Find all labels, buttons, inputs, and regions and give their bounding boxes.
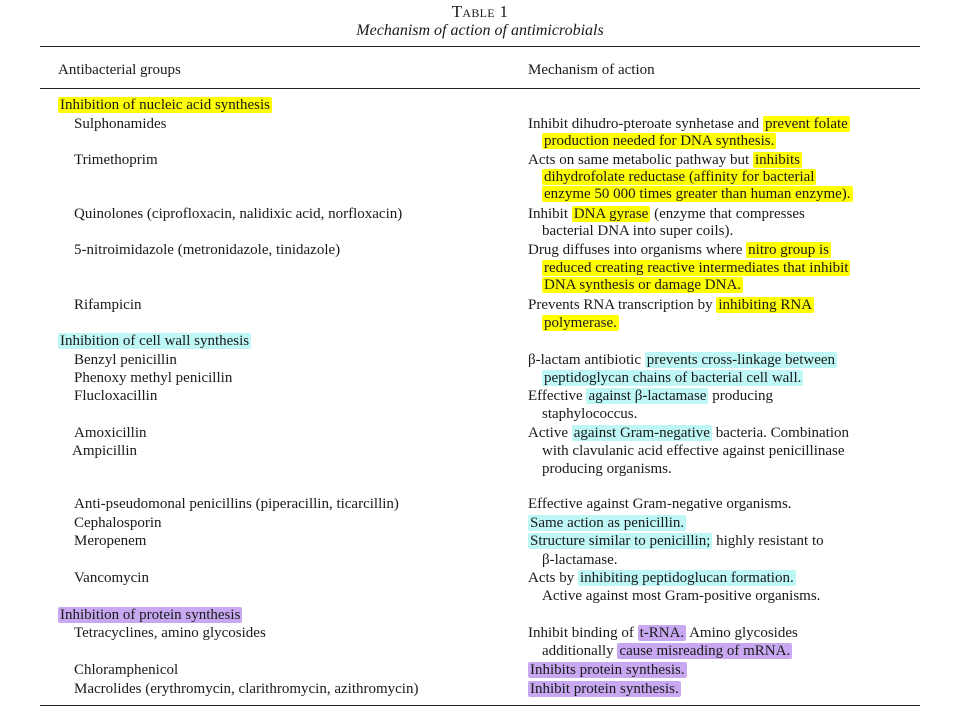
group-line — [74, 370, 232, 387]
group-line — [58, 607, 242, 624]
mechanism-line — [528, 242, 831, 259]
group-line — [74, 570, 149, 587]
bottom-rule — [40, 705, 920, 706]
yellow-highlight: DNA synthesis or damage DNA. — [544, 277, 742, 293]
yellow-highlight: inhibiting RNA — [718, 297, 813, 313]
text-segment: Active — [528, 425, 572, 441]
mechanism-line — [528, 570, 796, 587]
cyan-highlight: against β-lactamase — [588, 388, 707, 404]
text-segment: Quinolones (ciprofloxacin, nalidixic acid, norfloxacin) — [74, 206, 403, 222]
yellow-highlight: inhibits — [754, 152, 800, 168]
mechanism-line — [528, 352, 837, 369]
yellow-highlight: reduced creating reactive intermediates that inhibit — [544, 260, 849, 276]
group-line — [74, 625, 266, 642]
mechanism-line — [528, 625, 798, 642]
group-line — [74, 242, 340, 259]
text-segment: Phenoxy methyl penicillin — [74, 370, 233, 386]
mechanism-line — [542, 588, 820, 605]
text-segment: Acts by — [528, 570, 578, 586]
text-segment: Inhibit binding of — [528, 625, 638, 641]
text-segment: Tetracyclines, amino glycosides — [74, 625, 266, 641]
column-header-groups: Antibacterial groups — [58, 62, 181, 78]
text-segment: Effective against Gram-negative organisms. — [528, 496, 792, 512]
mechanism-line — [528, 662, 687, 679]
text-segment: Active against most Gram-positive organisms. — [542, 588, 821, 604]
text-segment: β-lactamase. — [542, 552, 618, 568]
text-segment: Chloramphenicol — [74, 662, 179, 678]
top-rule — [40, 46, 920, 47]
cyan-highlight: peptidoglycan chains of bacterial cell wall. — [544, 370, 802, 386]
text-segment: bacteria. Combination — [711, 425, 849, 441]
group-line — [74, 681, 418, 698]
text-segment: additionally — [542, 643, 618, 659]
mechanism-line — [528, 681, 681, 698]
mechanism-line — [542, 277, 743, 294]
text-segment: Inhibit — [528, 206, 572, 222]
group-line — [58, 333, 251, 350]
mechanism-line — [542, 223, 733, 240]
text-segment: highly resistant to — [712, 533, 824, 549]
text-segment: β-lactam antibiotic — [528, 352, 645, 368]
text-segment: Cephalosporin — [74, 515, 162, 531]
yellow-highlight: Inhibition of nucleic acid synthesis — [60, 97, 270, 113]
mechanism-line — [542, 169, 816, 186]
column-header-mechanism: Mechanism of action — [528, 62, 655, 78]
mechanism-line — [528, 533, 824, 550]
text-segment: Rifampicin — [74, 297, 142, 313]
yellow-highlight: nitro group is — [748, 242, 830, 258]
yellow-highlight: dihydrofolate reductase (affinity for bacterial — [544, 169, 815, 185]
cyan-highlight: prevents cross-linkage between — [646, 352, 836, 368]
mechanism-line — [528, 515, 686, 532]
mechanism-line — [542, 552, 618, 569]
mechanism-line — [528, 206, 805, 223]
group-line — [74, 152, 158, 169]
text-segment: Ampicillin — [72, 443, 137, 459]
purple-highlight: Inhibition of protein synthesis — [60, 607, 241, 623]
text-segment: Anti-pseudomonal penicillins (piperacillin, ticarcillin) — [74, 496, 399, 512]
mechanism-line — [528, 425, 849, 442]
text-segment: Inhibit dihudro-pteroate synhetase and — [528, 116, 763, 132]
text-segment: Acts on same metabolic pathway but — [528, 152, 753, 168]
mechanism-line — [542, 186, 853, 203]
text-segment: producing — [708, 388, 774, 404]
group-line — [74, 116, 167, 133]
cyan-highlight: against Gram-negative — [573, 425, 710, 441]
mechanism-line — [542, 461, 672, 478]
cyan-highlight: inhibiting peptidoglucan formation. — [580, 570, 794, 586]
mechanism-line — [528, 388, 773, 405]
yellow-highlight: enzyme 50 000 times greater than human enzyme). — [544, 186, 851, 202]
group-line — [74, 425, 147, 442]
cyan-highlight: Same action as penicillin. — [530, 515, 685, 531]
mechanism-line — [542, 443, 845, 460]
group-line — [74, 662, 178, 679]
mechanism-line — [528, 152, 802, 169]
group-line — [74, 352, 177, 369]
text-segment: Amoxicillin — [74, 425, 147, 441]
text-segment: producing organisms. — [542, 461, 672, 477]
text-segment: Sulphonamides — [74, 116, 167, 132]
mechanism-line — [542, 406, 637, 423]
mechanism-line — [542, 133, 776, 150]
text-segment: Effective — [528, 388, 587, 404]
text-segment: Macrolides (erythromycin, clarithromycin, azithromycin) — [74, 681, 419, 697]
text-segment: Trimethoprim — [74, 152, 158, 168]
text-segment: Drug diffuses into organisms where — [528, 242, 747, 258]
mechanism-line — [542, 315, 619, 332]
yellow-highlight: DNA gyrase — [573, 206, 649, 222]
text-segment: with clavulanic acid effective against penicillinase — [542, 443, 845, 459]
yellow-highlight: polymerase. — [544, 315, 617, 331]
text-segment: Vancomycin — [74, 570, 149, 586]
cyan-highlight: Inhibition of cell wall synthesis — [60, 333, 250, 349]
text-segment: staphylococcus. — [542, 406, 638, 422]
mechanism-line — [528, 496, 792, 513]
mechanism-line — [542, 260, 850, 277]
group-line — [74, 496, 399, 513]
text-segment: (enzyme that compresses — [650, 206, 805, 222]
group-line — [72, 443, 137, 460]
purple-highlight: Inhibit protein synthesis. — [530, 681, 679, 697]
table-subtitle: Mechanism of action of antimicrobials — [356, 22, 604, 39]
group-line — [74, 515, 162, 532]
group-line — [58, 97, 272, 114]
purple-highlight: Inhibits protein synthesis. — [530, 662, 685, 678]
group-line — [74, 297, 142, 314]
text-segment: Flucloxacillin — [74, 388, 158, 404]
mechanism-line — [542, 643, 792, 660]
mechanism-line — [528, 116, 850, 133]
group-line — [74, 388, 157, 405]
group-line — [74, 533, 146, 550]
mechanism-line — [528, 297, 814, 314]
purple-highlight: t-RNA. — [639, 625, 685, 641]
text-segment: 5-nitroimidazole (metronidazole, tinidazole) — [74, 242, 341, 258]
text-segment: Amino glycosides — [686, 625, 798, 641]
header-rule — [40, 88, 920, 89]
yellow-highlight: production needed for DNA synthesis. — [544, 133, 775, 149]
yellow-highlight: prevent folate — [764, 116, 848, 132]
mechanism-line — [542, 370, 803, 387]
text-segment: Benzyl penicillin — [74, 352, 177, 368]
cyan-highlight: Structure similar to penicillin; — [530, 533, 711, 549]
group-line — [74, 206, 402, 223]
text-segment: Prevents RNA transcription by — [528, 297, 717, 313]
text-segment: bacterial DNA into super coils). — [542, 223, 734, 239]
table-title: Table 1 — [451, 2, 509, 21]
purple-highlight: cause misreading of mRNA. — [619, 643, 791, 659]
text-segment: Meropenem — [74, 533, 147, 549]
